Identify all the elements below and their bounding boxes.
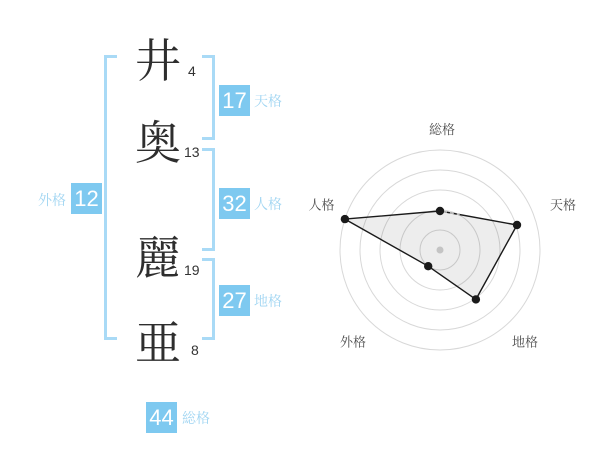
jinkaku-label: 人格 <box>254 196 282 212</box>
gaikaku-value-badge: 12 <box>71 183 102 214</box>
radar-axis-label: 地格 <box>511 334 539 350</box>
name-character-1: 井 <box>135 35 181 87</box>
name-character-3: 麗 <box>135 232 181 284</box>
radar-axis-label: 天格 <box>549 197 577 213</box>
gaikaku-label: 外格 <box>38 192 66 208</box>
name-character-2: 奥 <box>135 117 181 169</box>
radar-axis-label: 外格 <box>339 334 367 350</box>
chikaku-value-badge: 27 <box>219 285 250 316</box>
soukaku-label: 総格 <box>182 410 210 426</box>
radar-data-point <box>424 262 432 270</box>
radar-data-point <box>513 221 521 229</box>
stroke-count-3: 19 <box>184 262 200 278</box>
radar-axis-label: 総格 <box>428 122 456 137</box>
jinkaku-value-badge: 32 <box>219 188 250 219</box>
radar-chart <box>290 100 590 400</box>
gaikaku-bracket <box>104 55 117 340</box>
stroke-count-1: 4 <box>188 63 196 79</box>
radar-data-point <box>436 207 444 215</box>
chikaku-bracket <box>202 258 215 340</box>
tenkaku-value-badge: 17 <box>219 85 250 116</box>
radar-data-point <box>341 215 349 223</box>
radar-data-polygon <box>345 211 517 299</box>
chikaku-label: 地格 <box>254 293 282 309</box>
name-character-4: 亜 <box>135 317 181 369</box>
tenkaku-label: 天格 <box>254 93 282 109</box>
radar-axis-label: 人格 <box>308 197 335 213</box>
soukaku-value-badge: 44 <box>146 402 177 433</box>
stroke-count-4: 8 <box>191 342 199 358</box>
radar-data-point <box>472 295 480 303</box>
radar-center-dot <box>437 247 444 254</box>
stroke-count-2: 13 <box>184 144 200 160</box>
tenkaku-bracket <box>202 55 215 140</box>
jinkaku-bracket <box>202 148 215 251</box>
